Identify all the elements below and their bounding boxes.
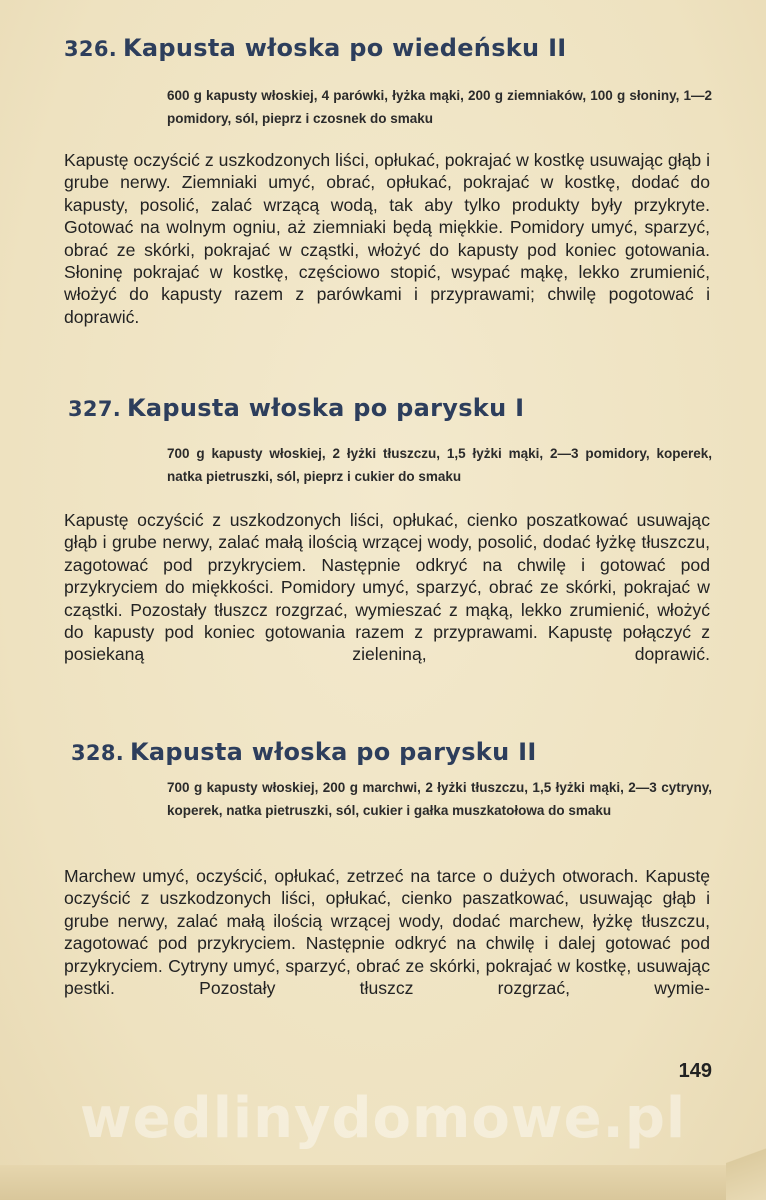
recipe-instructions: Marchew umyć, oczyścić, opłukać, zetrzeć na tarce o dużych otworach. Kapustę oczyścić z uszkodzonych liści, opłukać, cienko paszatkować, usuwając głąb i grube nerwy, zalać małą ilością wrzącej wody, dodać marchew, łyżkę tłuszczu, zagotować pod przykryciem. Następnie odkryć na chwilę i dalej gotować pod przykryciem. Cytryny umyć, sparzyć, obrać ze skórki, pokrajać w kostkę, usuwając pestki. Pozostały tłuszcz rozgrzać, wymie- <box>64 866 710 999</box>
page-bottom-shadow <box>0 1165 766 1200</box>
recipe-number: 328. <box>71 741 125 765</box>
recipe-instructions: Kapustę oczyścić z uszkodzonych liści, opłukać, cienko poszatkować usuwając głąb i grube nerwy, zalać małą ilością wrzącej wody, posolić, dodać łyżkę tłuszczu, zagotować pod przykryciem. Następnie odkryć na chwilę i gotować pod przykryciem do miękkości. Pomidory umyć, sparzyć, obrać ze skórki, pokrajać w cząstki. Pozostały tłuszcz rozgrzać, wymieszać z mąką, lekko zrumienić, włożyć do kapusty pod koniec gotowania razem z przyprawami. Kapustę połączyć z posiekaną zieleniną, doprawić. <box>64 510 710 665</box>
recipe-instructions: Kapustę oczyścić z uszkodzonych liści, opłukać, pokrajać w kostkę usuwając głąb i grube nerwy. Ziemniaki umyć, obrać, opłukać, pokrajać w kostkę, dodać do kapusty, posolić, zalać wrzącą wodą, tak aby tylko produkty były przykryte. Gotować na wolnym ogniu, aż ziemniaki będą miękkie. Pomidory umyć, sparzyć, obrać ze skórki, pokrajać w cząstki, włożyć do kapusty pod koniec gotowania. Słoninę pokrajać w kostkę, częściowo stopić, wsypać mąkę, lekko zrumienić, włożyć do kapusty razem z parówkami i przyprawami; chwilę pogotować i doprawić. <box>64 150 710 327</box>
page-corner-curl <box>726 1120 766 1200</box>
watermark: wedlinydomowe.pl <box>79 1086 687 1151</box>
recipe-title <box>64 34 567 62</box>
recipe-title <box>71 738 537 766</box>
recipe-title <box>68 394 524 422</box>
recipe-title-text: Kapusta włoska po parysku II <box>130 738 537 766</box>
ingredients-list: 700 g kapusty włoskiej, 2 łyżki tłuszczu, 1,5 łyżki mąki, 2—3 pomidory, koperek, natka pietruszki, sól, pieprz i cukier do smaku <box>167 446 712 484</box>
ingredients-list: 600 g kapusty włoskiej, 4 parówki, łyżka mąki, 200 g ziemniaków, 100 g słoniny, 1—2 pomidory, sól, pieprz i czosnek do smaku <box>167 88 712 126</box>
page-number: 149 <box>678 1060 712 1082</box>
recipe-title-text: Kapusta włoska po parysku I <box>127 394 525 422</box>
recipe-title-text: Kapusta włoska po wiedeńsku II <box>123 34 567 62</box>
recipe-number: 327. <box>68 397 122 421</box>
recipe-number: 326. <box>64 37 118 61</box>
ingredients-list: 700 g kapusty włoskiej, 200 g marchwi, 2 łyżki tłuszczu, 1,5 łyżki mąki, 2—3 cytryny, koperek, natka pietruszki, sól, cukier i gałka muszkatołowa do smaku <box>167 780 712 818</box>
